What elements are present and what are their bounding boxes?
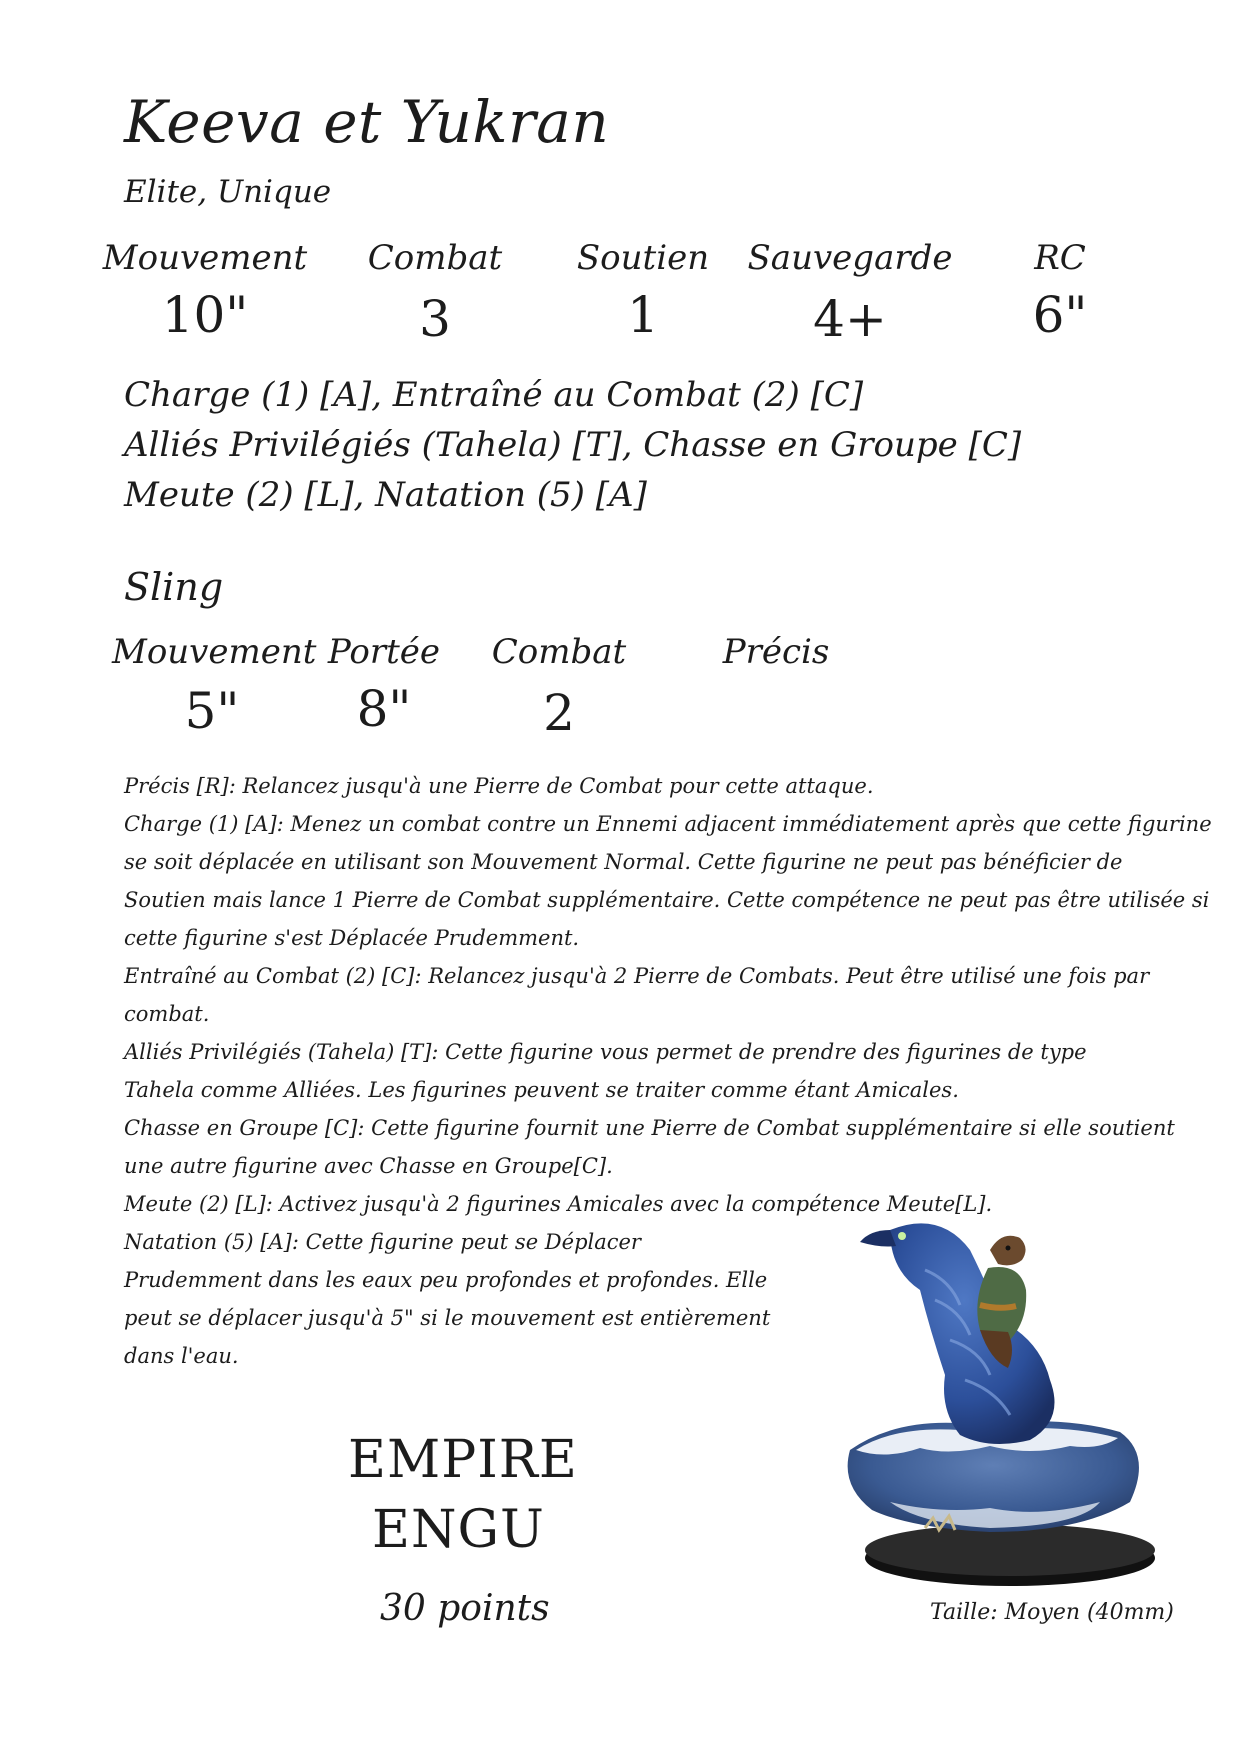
stat-label-rc: RC: [1034, 238, 1086, 278]
keyword-line: Meute (2) [L], Natation (5) [A]: [124, 475, 647, 515]
keyword-line: Charge (1) [A], Entraîné au Combat (2) [C]: [124, 375, 864, 415]
rule-line: Meute (2) [L]: Activez jusqu'à 2 figurines Amicales avec la compétence Meute[L].: [124, 1192, 993, 1216]
weapon-value-mouvement: 5": [184, 682, 240, 740]
stat-label-sauvegarde: Sauvegarde: [747, 238, 953, 278]
stat-label-soutien: Soutien: [576, 238, 710, 278]
stat-value-sauvegarde: 4+: [813, 290, 887, 348]
rule-line: Soutien mais lance 1 Pierre de Combat supplémentaire. Cette compétence ne peut pas être utilisée si: [124, 888, 1210, 912]
rule-line: cette figurine s'est Déplacée Prudemment.: [124, 926, 580, 950]
rule-line: une autre figurine avec Chasse en Groupe[C].: [124, 1154, 613, 1178]
points-cost: 30 points: [380, 1588, 550, 1629]
weapon-value-portee: 8": [356, 680, 412, 738]
rule-line: se soit déplacée en utilisant son Mouvement Normal. Cette figurine ne peut pas bénéficier de: [124, 850, 1123, 874]
rule-line: Chasse en Groupe [C]: Cette figurine fournit une Pierre de Combat supplémentaire si elle soutient: [124, 1116, 1175, 1140]
keyword-line: Alliés Privilégiés (Tahela) [T], Chasse en Groupe [C]: [124, 425, 1022, 465]
faction-name-line-2: ENGU: [372, 1500, 545, 1560]
base-size: Taille: Moyen (40mm): [930, 1600, 1174, 1625]
miniature-figure-icon: [830, 1210, 1170, 1590]
weapon-label-mouvement: Mouvement: [112, 632, 317, 672]
rule-line: Entraîné au Combat (2) [C]: Relancez jusqu'à 2 Pierre de Combats. Peut être utilisé une fois par: [124, 964, 1150, 988]
rule-line: peut se déplacer jusqu'à 5" si le mouvement est entièrement: [124, 1306, 771, 1330]
weapon-label-portee: Portée: [327, 632, 441, 672]
weapon-label-combat: Combat: [491, 632, 627, 672]
weapon-value-combat: 2: [543, 684, 575, 742]
rule-line: Tahela comme Alliées. Les figurines peuvent se traiter comme étant Amicales.: [124, 1078, 959, 1102]
weapon-label-precis: Précis: [722, 632, 830, 672]
stat-value-soutien: 1: [627, 286, 659, 344]
rule-line: Précis [R]: Relancez jusqu'à une Pierre de Combat pour cette attaque.: [124, 774, 874, 798]
stat-value-rc: 6": [1032, 286, 1088, 344]
unit-subtitle: Elite, Unique: [124, 174, 332, 210]
rule-line: combat.: [124, 1002, 210, 1026]
unit-title: Keeva et Yukran: [124, 88, 610, 156]
rule-line: Charge (1) [A]: Menez un combat contre un Ennemi adjacent immédiatement après que cette figurine: [124, 812, 1212, 836]
rule-line: Alliés Privilégiés (Tahela) [T]: Cette figurine vous permet de prendre des figurines de type: [124, 1040, 1087, 1064]
rule-line: Natation (5) [A]: Cette figurine peut se Déplacer: [124, 1230, 641, 1254]
faction-name-line-1: EMPIRE: [348, 1430, 578, 1490]
weapon-name: Sling: [124, 565, 224, 609]
rule-line: dans l'eau.: [124, 1344, 239, 1368]
stat-value-mouvement: 10": [161, 286, 249, 344]
stat-label-mouvement: Mouvement: [102, 238, 308, 278]
stat-label-combat: Combat: [367, 238, 503, 278]
rule-line: Prudemment dans les eaux peu profondes et profondes. Elle: [124, 1268, 768, 1292]
stat-value-combat: 3: [419, 290, 451, 348]
